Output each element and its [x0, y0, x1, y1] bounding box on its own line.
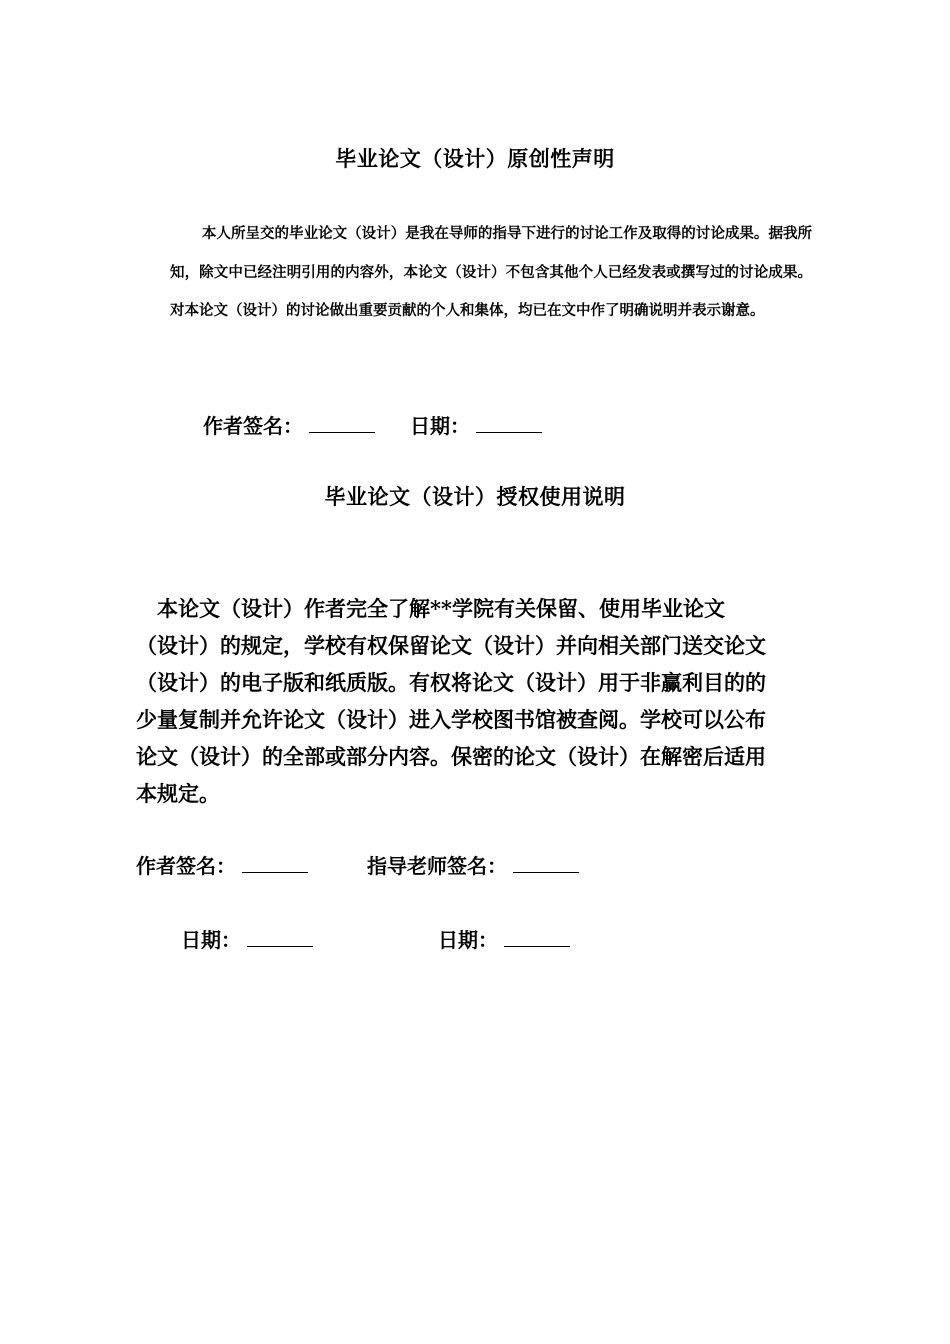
- date-blank[interactable]: [247, 928, 313, 947]
- authorization-title: 毕业论文（设计）授权使用说明: [324, 484, 626, 509]
- originality-title: 毕业论文（设计）原创性声明: [335, 146, 615, 171]
- author-signature-blank[interactable]: [242, 854, 308, 873]
- authorization-line: 本规定。: [136, 781, 220, 806]
- authorization-line: 本论文（设计）作者完全了解**学院有关保留、使用毕业论文: [136, 596, 725, 621]
- authorization-line: 少量复制并允许论文（设计）进入学校图书馆被查阅。学校可以公布: [136, 707, 766, 732]
- author-signature-label: 作者签名：: [136, 854, 236, 878]
- date-blank[interactable]: [504, 928, 570, 947]
- date-label: 日期：: [181, 928, 241, 952]
- originality-author-signature: [203, 410, 375, 439]
- authorization-line: （设计）的规定，学校有权保留论文（设计）并向相关部门送交论文: [136, 633, 766, 658]
- authorization-line: （设计）的电子版和纸质版。有权将论文（设计）用于非赢利目的的: [136, 670, 766, 695]
- authorization-line: 论文（设计）的全部或部分内容。保密的论文（设计）在解密后适用: [136, 744, 766, 769]
- authorization-advisor-date: [438, 924, 570, 953]
- date-label: 日期：: [438, 928, 498, 952]
- originality-statement: 本人所呈交的毕业论文（设计）是我在导师的指导下进行的讨论工作及取得的讨论成果。据我所知，除文中已经注明引用的内容外，本论文（设计）不包含其他个人已经发表或撰写过的讨论成果。对本论文（设计）的讨论做出重要贡献的个人和集体，均已在文中作了明确说明并表示谢意。: [170, 225, 812, 319]
- authorization-advisor-signature: [367, 850, 579, 879]
- authorization-author-date: [181, 924, 313, 953]
- originality-date: [410, 410, 542, 439]
- author-signature-label: 作者签名：: [203, 414, 303, 438]
- advisor-signature-label: 指导老师签名：: [367, 854, 507, 878]
- advisor-signature-blank[interactable]: [513, 854, 579, 873]
- authorization-author-signature: [136, 850, 308, 879]
- date-blank[interactable]: [476, 414, 542, 433]
- authorization-statement: [136, 590, 808, 812]
- author-signature-blank[interactable]: [309, 414, 375, 433]
- date-label: 日期：: [410, 414, 470, 438]
